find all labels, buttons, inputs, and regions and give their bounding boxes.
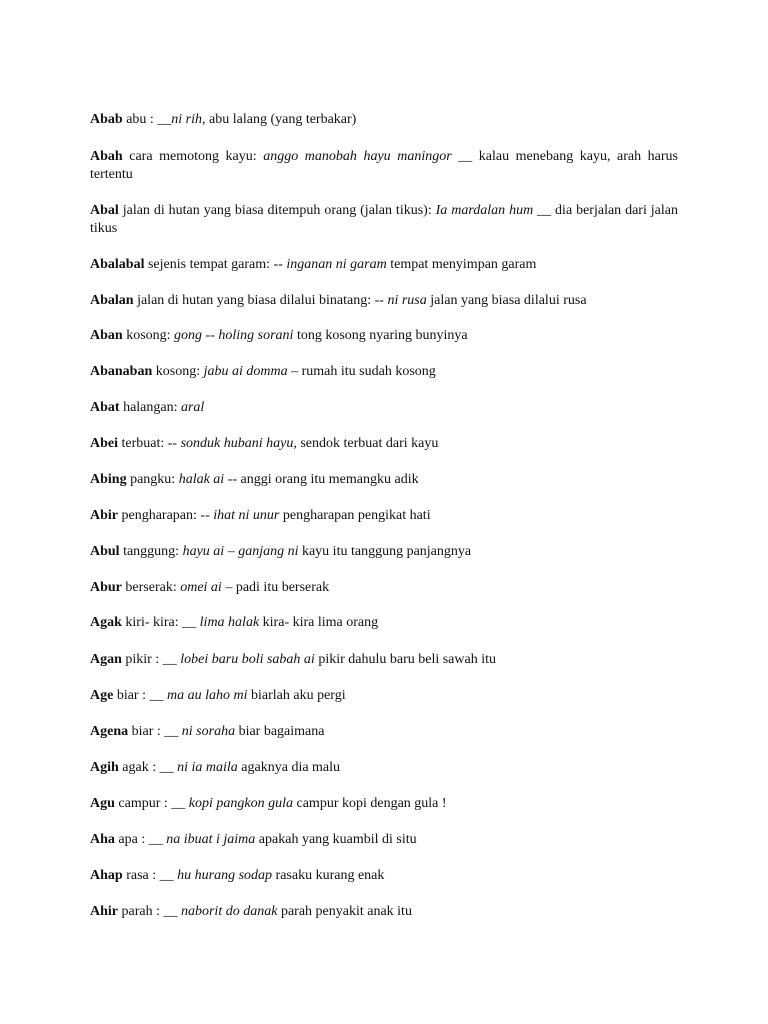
entry-headword: Abul [90, 544, 120, 559]
entry-definition: jalan di hutan yang biasa dilalui binatang: -- [133, 293, 388, 308]
entry-definition: biar : __ [128, 724, 182, 739]
entry-headword: Abab [90, 112, 123, 127]
dictionary-entry [90, 399, 678, 417]
entry-definition: agaknya dia malu [237, 760, 341, 775]
entry-definition: biar bagaimana [235, 724, 325, 739]
entry-example: na ibuat i jaima [166, 832, 256, 847]
entry-definition: pangku: [126, 472, 179, 487]
entry-example: ihat ni unur [213, 508, 280, 523]
entry-example: gong [174, 328, 203, 343]
dictionary-entry [90, 363, 678, 381]
dictionary-entry [90, 579, 678, 597]
entry-definition: kiri- kira: __ [121, 615, 200, 630]
entry-headword: Aha [90, 832, 115, 847]
entry-definition: pikir : __ [121, 652, 181, 667]
entry-headword: Abur [90, 580, 122, 595]
entry-definition: halangan: [119, 400, 181, 415]
dictionary-entry [90, 148, 678, 184]
entry-definition: kira- kira lima orang [259, 615, 379, 630]
entry-example: inganan ni garam [286, 257, 387, 272]
entry-definition: parah : __ [118, 904, 181, 919]
entry-headword: Ahir [90, 904, 118, 919]
entry-example: lima halak [199, 615, 260, 630]
entry-headword: Abal [90, 203, 119, 218]
entry-headword: Aban [90, 328, 123, 343]
entry-definition: parah penyakit anak itu [277, 904, 412, 919]
entry-example: kopi pangkon gula [188, 796, 293, 811]
entry-example: hayu ai [182, 544, 225, 559]
entry-headword: Abalan [90, 293, 134, 308]
entry-example: aral [180, 400, 205, 415]
dictionary-entry [90, 435, 678, 453]
entry-definition: rasa : __ [122, 868, 178, 883]
entry-example: jabu ai domma [203, 364, 288, 379]
entry-example: ni rih [171, 112, 203, 127]
entry-definition: biar : __ [113, 688, 167, 703]
entry-definition: tempat menyimpan garam [386, 257, 537, 272]
entry-definition: -- anggi orang itu memangku adik [224, 472, 419, 487]
entry-headword: Abat [90, 400, 120, 415]
entry-definition: – padi itu berserak [221, 580, 330, 595]
entry-example: ni ia maila [177, 760, 238, 775]
entry-definition: jalan di hutan yang biasa ditempuh orang (jalan tikus): [118, 203, 436, 218]
entry-definition: , abu lalang (yang terbakar) [202, 112, 357, 127]
entry-definition: kayu itu tanggung panjangnya [298, 544, 472, 559]
dictionary-entry [90, 256, 678, 274]
dictionary-entry [90, 471, 678, 489]
entry-definition: apa : __ [114, 832, 167, 847]
entry-definition: kosong: [152, 364, 204, 379]
entry-definition: __ dia berjalan dari jalan tikus [90, 203, 678, 236]
entry-headword: Abanaban [90, 364, 153, 379]
dictionary-entry [90, 543, 678, 561]
entry-example: ni soraha [181, 724, 236, 739]
entry-example: halak ai [178, 472, 225, 487]
entry-headword: Abing [90, 472, 127, 487]
entry-definition: apakah yang kuambil di situ [255, 832, 417, 847]
dictionary-entry [90, 614, 678, 632]
entry-definition: , sendok terbuat dari kayu [293, 436, 439, 451]
entry-headword: Agak [90, 615, 122, 630]
entry-example: ma au laho mi [166, 688, 248, 703]
entry-headword: Agan [90, 652, 122, 667]
entry-example: Ia mardalan hum [435, 203, 534, 218]
entry-definition: __ kalau menebang kayu, arah harus tertentu [90, 149, 678, 182]
entry-example: lobei baru boli sabah ai [180, 652, 315, 667]
dictionary-entry [90, 507, 678, 525]
entry-headword: Ahap [90, 868, 123, 883]
entry-headword: Abah [90, 149, 123, 164]
dictionary-entry [90, 327, 678, 345]
entry-headword: Agih [90, 760, 119, 775]
entry-example: hu hurang sodap [177, 868, 273, 883]
entry-definition: terbuat: -- [118, 436, 181, 451]
entry-definition: campur kopi dengan gula ! [293, 796, 447, 811]
entry-definition: pengharapan: -- [118, 508, 214, 523]
dictionary-entry [90, 687, 678, 705]
dictionary-entry [90, 292, 678, 310]
entry-headword: Agena [90, 724, 129, 739]
entry-definition: – [224, 544, 239, 559]
entry-definition: abu : __ [122, 112, 172, 127]
entry-headword: Abei [90, 436, 118, 451]
entry-definition: – rumah itu sudah kosong [287, 364, 436, 379]
dictionary-entry [90, 723, 678, 741]
entry-definition: -- [202, 328, 219, 343]
dictionary-entry [90, 111, 678, 129]
entry-definition: pengharapan pengikat hati [279, 508, 431, 523]
entry-definition: cara memotong kayu: [122, 149, 264, 164]
entry-definition: rasaku kurang enak [272, 868, 385, 883]
dictionary-entry [90, 903, 678, 921]
entry-example: anggo manobah hayu maningor [263, 149, 452, 164]
entry-headword: Abalabal [90, 257, 145, 272]
entry-definition: sejenis tempat garam: -- [144, 257, 287, 272]
entry-example: ni rusa [387, 293, 427, 308]
dictionary-entry [90, 867, 678, 885]
entry-definition: kosong: [122, 328, 175, 343]
dictionary-entry [90, 651, 678, 669]
entry-example: naborit do danak [180, 904, 278, 919]
entry-example: ganjang ni [238, 544, 299, 559]
dictionary-entry [90, 795, 678, 813]
entry-definition: pikir dahulu baru beli sawah itu [314, 652, 496, 667]
dictionary-entry [90, 202, 678, 238]
entry-example: omei ai [180, 580, 222, 595]
entry-definition: campur : __ [114, 796, 189, 811]
entry-example: holing sorani [218, 328, 294, 343]
entry-definition: tanggung: [119, 544, 183, 559]
entry-definition: jalan yang biasa dilalui rusa [426, 293, 587, 308]
entry-headword: Agu [90, 796, 115, 811]
entry-headword: Age [90, 688, 114, 703]
entry-headword: Abir [90, 508, 118, 523]
entry-example: sonduk hubani hayu [180, 436, 294, 451]
entry-definition: agak : __ [118, 760, 178, 775]
dictionary-entry [90, 831, 678, 849]
entry-definition: berserak: [121, 580, 181, 595]
entry-definition: tong kosong nyaring bunyinya [293, 328, 468, 343]
entry-definition: biarlah aku pergi [247, 688, 346, 703]
dictionary-entry [90, 759, 678, 777]
